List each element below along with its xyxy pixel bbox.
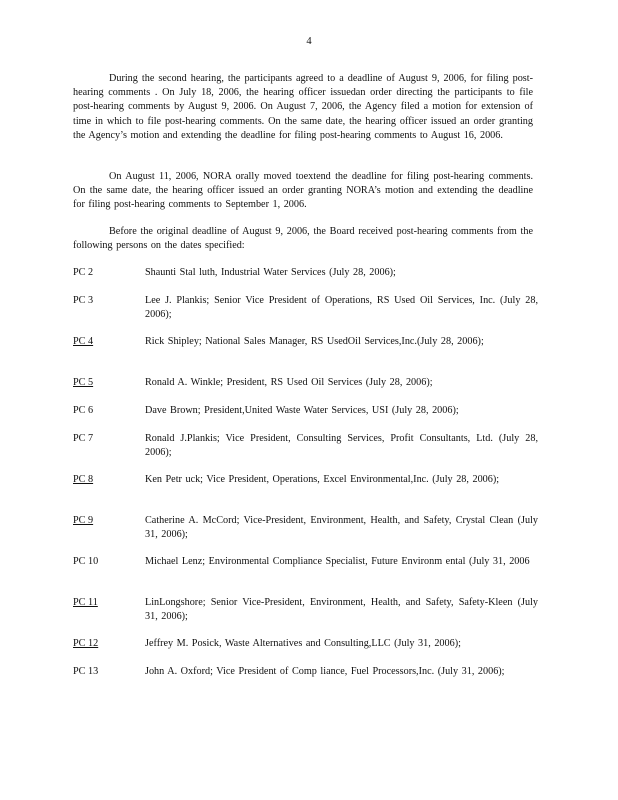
public-comment-description: Catherine A. McCord; Vice-President, Environment, Health, and Safety, Crystal Clean (July 31, 2006); [145, 515, 538, 541]
public-comment-label: PC 6 [73, 405, 94, 416]
public-comment-label: PC 8 [73, 474, 94, 485]
paragraph-hearing-deadline: During the second hearing, the participants agreed to a deadline of August 9, 2006, for filing post-hearing comments . On July 18, 2006, the hearing officer issuedan order directing the participants to file post-hearing comments by August 9, 2006. On August 7, 2006, the Agency filed a motion for extension of time in which to file post-hearing comments. On the same date, the hearing officer issued an order granting the Agency’s motion and extending the deadline for filing post-hearing comments to August 16, 2006. [73, 73, 533, 141]
public-comment-description: Ken Petr uck; Vice President, Operations, Excel Environmental,Inc. (July 28, 2006); [145, 474, 500, 485]
public-comment-entry [73, 294, 538, 335]
public-comments-list [73, 266, 538, 693]
public-comment-label: PC 3 [73, 295, 94, 306]
paragraph-nora-extension: On August 11, 2006, NORA orally moved toextend the deadline for filing post-hearing comments. On the same date, the hearing officer issued an order granting NORA’s motion and extending the deadline for filing post-hearing comments to September 1, 2006. [73, 171, 533, 211]
public-comment-entry [73, 473, 538, 514]
public-comment-description: Ronald A. Winkle; President, RS Used Oil Services (July 28, 2006); [145, 377, 433, 388]
public-comment-label: PC 12 [73, 638, 99, 649]
public-comment-description: Lee J. Plankis; Senior Vice President of Operations, RS Used Oil Services, Inc. (July 28, 2006); [145, 295, 538, 321]
public-comment-description: Dave Brown; President,United Waste Water Services, USI (July 28, 2006); [145, 405, 459, 416]
public-comment-entry [73, 555, 538, 596]
public-comment-label: PC 9 [73, 515, 94, 526]
public-comment-entry [73, 432, 538, 473]
public-comment-entry [73, 514, 538, 555]
paragraph-comments-received: Before the original deadline of August 9, 2006, the Board received post-hearing comments from the following persons on the dates specified: [73, 226, 533, 252]
public-comment-description: John A. Oxford; Vice President of Comp liance, Fuel Processors,Inc. (July 31, 2006); [145, 666, 505, 677]
public-comment-entry [73, 665, 538, 693]
public-comment-description: Michael Lenz; Environmental Compliance Specialist, Future Environm ental (July 31, 2006 [145, 556, 530, 567]
public-comment-label: PC 5 [73, 377, 94, 388]
public-comment-entry [73, 404, 538, 432]
public-comment-entry [73, 637, 538, 665]
public-comment-description: LinLongshore; Senior Vice-President, Environment, Health, and Safety, Safety-Kleen (July 31, 2006); [145, 597, 538, 623]
public-comment-entry [73, 596, 538, 637]
public-comment-description: Shaunti Stal luth, Industrial Water Services (July 28, 2006); [145, 267, 396, 278]
public-comment-description: Jeffrey M. Posick, Waste Alternatives and Consulting,LLC (July 31, 2006); [145, 638, 461, 649]
public-comment-label: PC 11 [73, 597, 98, 608]
public-comment-label: PC 13 [73, 666, 99, 677]
public-comment-entry [73, 266, 538, 294]
page-number: 4 [306, 36, 312, 47]
public-comment-description: Ronald J.Plankis; Vice President, Consulting Services, Profit Consultants, Ltd. (July 28, 2006); [145, 433, 538, 459]
public-comment-label: PC 10 [73, 556, 99, 567]
public-comment-entry [73, 335, 538, 376]
public-comment-label: PC 4 [73, 336, 94, 347]
public-comment-label: PC 2 [73, 267, 94, 278]
public-comment-label: PC 7 [73, 433, 94, 444]
public-comment-entry [73, 376, 538, 404]
public-comment-description: Rick Shipley; National Sales Manager, RS UsedOil Services,Inc.(July 28, 2006); [145, 336, 484, 347]
